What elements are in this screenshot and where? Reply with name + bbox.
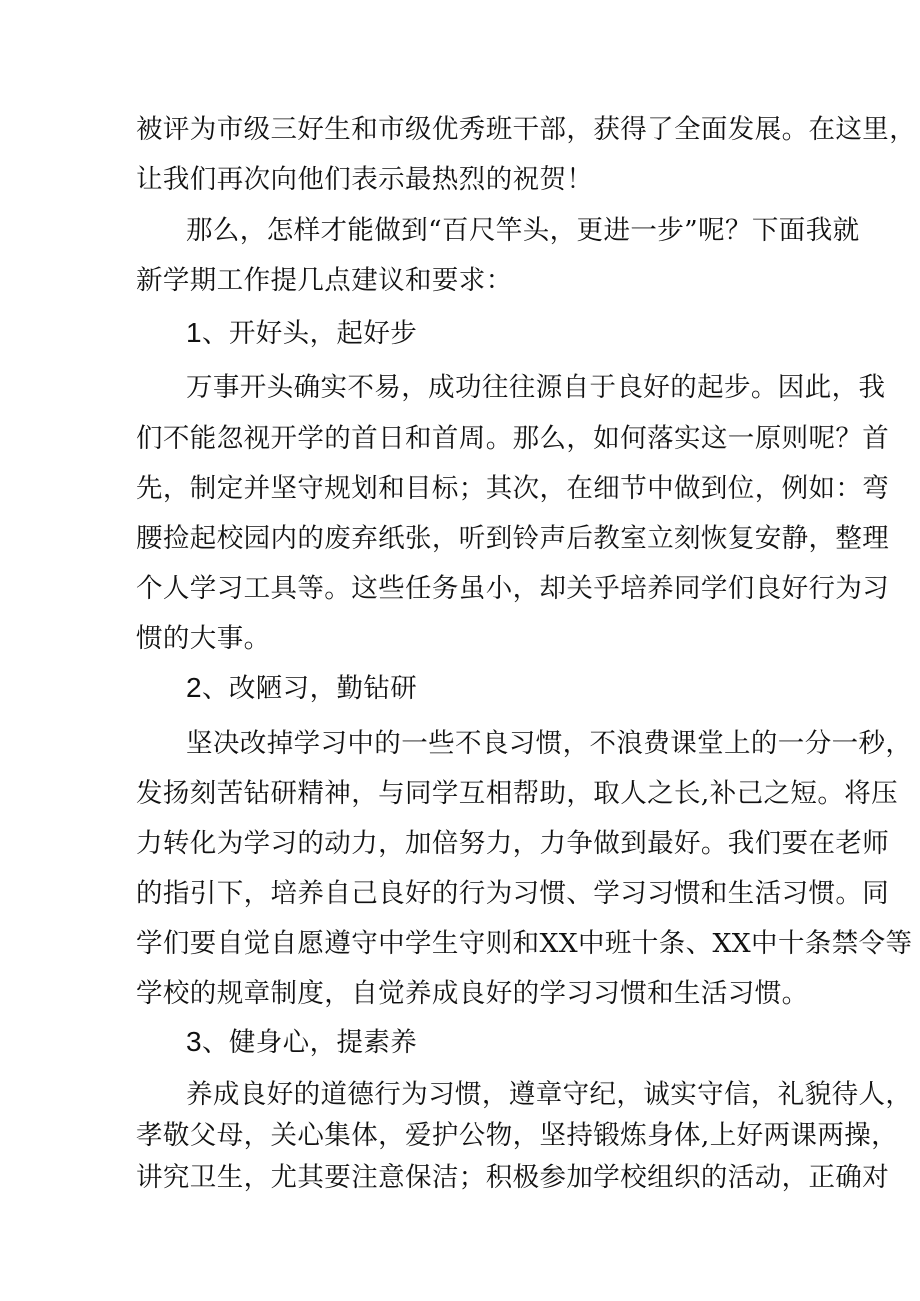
paragraph-line: 那么，怎样才能做到“百尺竿头，更进一步”呢？下面我就 [186,215,860,246]
paragraph-line: 万事开头确实不易，成功往往源自于良好的起步。因此，我 [186,372,886,403]
section-title: 、开好头，起好步 [201,318,418,349]
paragraph-line: 力转化为学习的动力，加倍努力，力争做到最好。我们要在老师 [136,828,890,859]
paragraph-line: 个人学习工具等。这些任务虽小，却关乎培养同学们良好行为习 [136,573,890,604]
paragraph-line: 惯的大事。 [136,623,271,654]
paragraph-line: 坚决改掉学习中的一些不良习惯，不浪费课堂上的一分一秒， [186,728,913,759]
paragraph-line: 发扬刻苦钻研精神，与同学互相帮助，取人之长,补己之短。将压 [136,778,899,809]
section-heading-3 [186,1024,417,1061]
paragraph-line: 腰捡起校园内的废弃纸张，听到铃声后教室立刻恢复安静，整理 [136,523,890,554]
paragraph-line: 养成良好的道德行为习惯，遵章守纪，诚实守信，礼貌待人， [186,1079,913,1110]
paragraph-line: 让我们再次向他们表示最热烈的祝贺！ [136,164,594,195]
section-number: 1 [186,317,202,348]
paragraph-line: 先，制定并坚守规划和目标；其次，在细节中做到位，例如：弯 [136,473,890,504]
paragraph-line: 新学期工作提几点建议和要求： [136,265,513,296]
section-heading-2 [186,670,417,707]
paragraph-line: 被评为市级三好生和市级优秀班干部，获得了全面发展。在这里， [136,114,917,145]
section-title: 、改陋习，勤钻研 [201,673,418,704]
paragraph-line: 讲究卫生，尤其要注意保洁；积极参加学校组织的活动，正确对 [136,1162,890,1193]
section-number: 3 [186,1026,202,1057]
paragraph-line: 学们要自觉自愿遵守中学生守则和XX中班十条、XX中十条禁令等 [136,928,913,959]
section-title: 、健身心，提素养 [201,1027,418,1058]
paragraph-line: 学校的规章制度，自觉养成良好的学习习惯和生活习惯。 [136,978,809,1009]
section-number: 2 [186,672,202,703]
section-heading-1 [186,315,417,352]
paragraph-line: 孝敬父母，关心集体，爱护公物，坚持锻炼身体,上好两课两操， [136,1120,899,1151]
paragraph-line: 们不能忽视开学的首日和首周。那么，如何落实这一原则呢？首 [136,423,890,454]
paragraph-line: 的指引下，培养自己良好的行为习惯、学习习惯和生活习惯。同 [136,878,890,909]
